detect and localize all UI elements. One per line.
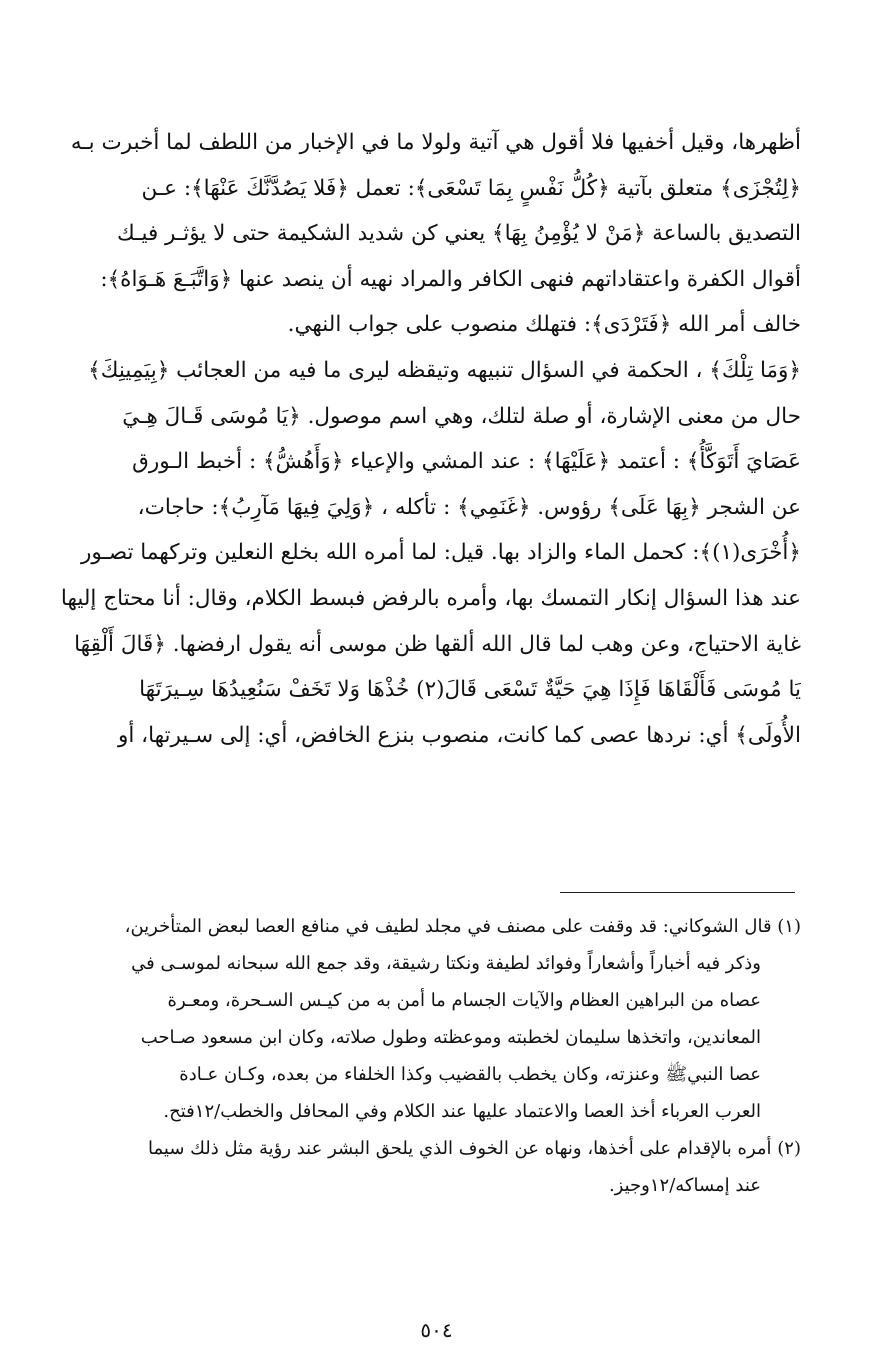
footnote-divider bbox=[560, 892, 795, 893]
text-line: حال من معنى الإشارة، أو صلة لتلك، وهي اسم موصول. ﴿يَا مُوسَى قَـالَ هِـيَ bbox=[122, 403, 801, 429]
footnote-line: (١) قال الشوكاني: قد وقفت على مصنف في مجلد لطيف في منافع العصا لبعض المتأخرين، bbox=[124, 916, 801, 937]
footnote-line: المعاندين، واتخذها سليمان لخطبته وموعظته وطول صلاته، وكان ابن مسعود صـاحب bbox=[140, 1027, 761, 1048]
text-line: ﴿وَمَا تِلْكَ﴾ ، الحكمة في السؤال تنبيهه وتيقظه ليرى ما فيه من العجائب ﴿بِيَمِينِكَ﴾ bbox=[88, 357, 801, 383]
footnote-line: عصاه من البراهين العظام والآيات الجسام ما أمن به من كيـس السـحرة، ومعـرة bbox=[167, 990, 761, 1011]
text-line: يَا مُوسَى فَأَلْقَاهَا فَإِذَا هِيَ حَيَّةٌ تَسْعَى قَالَ(٢) خُذْهَا وَلا تَخَفْ سَنُعِيدُهَا سِـيرَتَهَا bbox=[139, 677, 801, 703]
text-line: غاية الاحتياج، وعن وهب لما قال الله ألقها ظن موسى أنه يقول ارفضها. ﴿قَالَ أَلْقِهَا bbox=[74, 631, 801, 657]
main-text bbox=[50, 120, 801, 758]
text-line: عن الشجر ﴿بِهَا عَلَى﴾ رؤوس. ﴿غَنَمِي﴾ : تأكله ، ﴿وَلِيَ فِيهَا مَآرِبُ﴾: حاجات، bbox=[137, 494, 801, 520]
text-line: ﴿لِتُجْزَى﴾ متعلق بآتية ﴿كُلُّ نَفْسٍ بِمَا تَسْعَى﴾: تعمل ﴿فَلا يَصُدَّنَّكَ عَنْهَا﴾: عـن bbox=[141, 175, 801, 201]
text-line: ﴿أُخْرَى(١)﴾: كحمل الماء والزاد بها. قيل: لما أمره الله بخلع النعلين وتركهما تصـور bbox=[81, 540, 801, 566]
text-line: خالف أمر الله ﴿فَتَرْدَى﴾: فتهلك منصوب على جواب النهي. bbox=[287, 312, 801, 338]
footnote-line: (٢) أمره بالإقدام على أخذها، ونهاه عن الخوف الذي يلحق البشر عند رؤية مثل ذلك سيما bbox=[148, 1138, 801, 1159]
text-line: الأُولَى﴾ أي: نردها عصى كما كانت، منصوب بنزع الخافض، أي: إلى سـيرتها، أو bbox=[117, 722, 801, 748]
text-line: عند هذا السؤال إنكار التمسك بها، وأمره بالرفض فبسط الكلام، وقال: أنا محتاج إليها bbox=[60, 585, 801, 611]
text-line: التصديق بالساعة ﴿مَنْ لا يُؤْمِنُ بِهَا﴾ يعني كن شديد الشكيمة حتى لا يؤثـر فيـك bbox=[117, 221, 801, 247]
page-number: ٥٠٤ bbox=[420, 1318, 453, 1342]
footnote-line: عند إمساكه/١٢وجيز. bbox=[608, 1175, 761, 1196]
footnote-line: وذكر فيه أخباراً وأشعاراً وفوائد لطيفة ونكتا رشيقة، وقد جمع الله سبحانه لموسـى في bbox=[131, 953, 761, 974]
footnote-line: عصا النبيﷺ وعنزته، وكان يخطب بالقضيب وكذا الخلفاء من بعده، وكـان عـادة bbox=[179, 1064, 761, 1085]
text-line: عَصَايَ أَتَوَكَّأُ﴾ : أعتمد ﴿عَلَيْهَا﴾ : عند المشي والإعياء ﴿وَأَهُشُّ﴾ : أخبط الـورق bbox=[132, 449, 801, 475]
footnote-line: العرب العرباء أخذ العصا والاعتماد عليها عند الكلام وفي المحافل والخطب/١٢فتح. bbox=[163, 1101, 761, 1122]
text-line: أقوال الكفرة واعتقاداتهم فنهى الكافر والمراد نهيه أن ينصد عنها ﴿وَاتَّبَـعَ هَـوَاهُ﴾: bbox=[100, 266, 801, 292]
footnotes bbox=[50, 908, 801, 1204]
text-line: أظهرها، وقيل أخفيها فلا أقول هي آتية ولولا ما في الإخبار من اللطف لما أخبرت بـه bbox=[70, 130, 801, 155]
